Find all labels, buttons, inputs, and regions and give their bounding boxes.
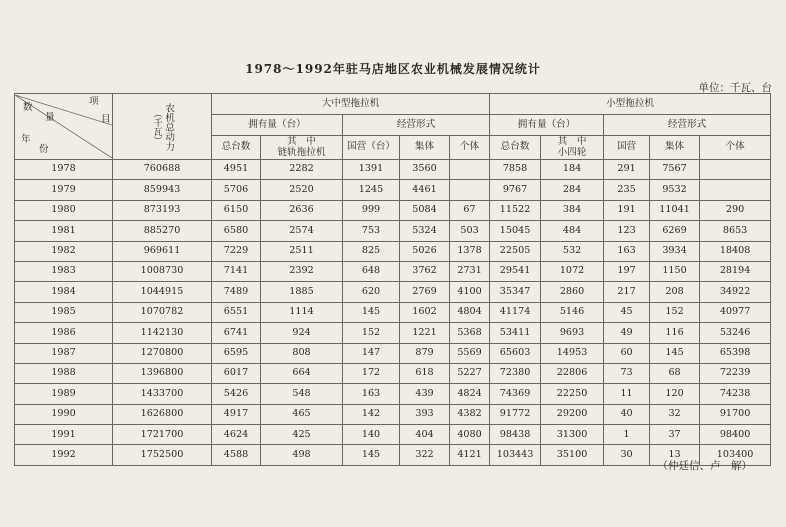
- table-cell: 2769: [400, 282, 450, 302]
- total-power-label: 农机总动力: [163, 102, 175, 151]
- table-cell: 120: [650, 384, 700, 404]
- unit-note: 单位：千瓦、台: [698, 82, 772, 94]
- author-credit: （仲廷信、卢 解）: [657, 460, 752, 472]
- table-cell: 999: [343, 200, 400, 220]
- table-cell: 4951: [212, 160, 261, 180]
- page-title: 1978～1992年驻马店地区农业机械发展情况统计: [245, 62, 541, 76]
- table-cell: 5706: [212, 180, 261, 200]
- table-row: [15, 323, 771, 343]
- corner-label-shu: 数: [23, 102, 33, 113]
- table-cell: 498: [261, 445, 343, 465]
- table-cell: 2574: [261, 221, 343, 241]
- table-row: [15, 241, 771, 261]
- table-cell: 859943: [113, 180, 212, 200]
- small-individual-header: 个体: [700, 136, 771, 160]
- table-cell: 6741: [212, 323, 261, 343]
- table-cell: 5146: [541, 302, 604, 322]
- table-cell: 145: [343, 302, 400, 322]
- table-cell: 291: [604, 160, 650, 180]
- table-row: [15, 261, 771, 281]
- four-wheel-header: [541, 136, 604, 160]
- table-row: [15, 384, 771, 404]
- table-cell: 98438: [490, 425, 541, 445]
- table-cell: 6551: [212, 302, 261, 322]
- table-cell: 197: [604, 261, 650, 281]
- table-cell: 152: [343, 323, 400, 343]
- table-cell: 5026: [400, 241, 450, 261]
- table-cell: 1114: [261, 302, 343, 322]
- table-cell: 1245: [343, 180, 400, 200]
- corner-label-nian: 年: [21, 134, 31, 145]
- table-cell: 322: [400, 445, 450, 465]
- small-collective-header: 集体: [650, 136, 700, 160]
- table-cell: 425: [261, 425, 343, 445]
- table-cell: 1070782: [113, 302, 212, 322]
- table-cell: 73: [604, 363, 650, 383]
- table-cell: 116: [650, 323, 700, 343]
- table-cell: 67: [450, 200, 490, 220]
- table-cell: 142: [343, 404, 400, 424]
- large-holdings-header: 拥有量（台）: [212, 115, 343, 136]
- year-cell: 1988: [15, 363, 113, 383]
- table-row: [15, 180, 771, 200]
- table-cell: 184: [541, 160, 604, 180]
- table-cell: 1150: [650, 261, 700, 281]
- table-cell: 72380: [490, 363, 541, 383]
- table-cell: 9693: [541, 323, 604, 343]
- table-cell: 1885: [261, 282, 343, 302]
- table-cell: 1142130: [113, 323, 212, 343]
- table-cell: 163: [343, 384, 400, 404]
- table-cell: 74238: [700, 384, 771, 404]
- table-cell: 1752500: [113, 445, 212, 465]
- table-cell: 1721700: [113, 425, 212, 445]
- table-cell: 753: [343, 221, 400, 241]
- table-row: [15, 200, 771, 220]
- year-cell: 1984: [15, 282, 113, 302]
- year-cell: 1992: [15, 445, 113, 465]
- year-cell: 1987: [15, 343, 113, 363]
- total-power-header: [113, 94, 212, 160]
- table-cell: 29200: [541, 404, 604, 424]
- table-cell: 2636: [261, 200, 343, 220]
- table-cell: 1270800: [113, 343, 212, 363]
- large-operation-header: 经营形式: [343, 115, 490, 136]
- year-cell: 1980: [15, 200, 113, 220]
- table-cell: 760688: [113, 160, 212, 180]
- table-cell: 465: [261, 404, 343, 424]
- table-cell: 1008730: [113, 261, 212, 281]
- table-cell: 7489: [212, 282, 261, 302]
- table-cell: 6269: [650, 221, 700, 241]
- year-cell: 1985: [15, 302, 113, 322]
- table-cell: 123: [604, 221, 650, 241]
- table-cell: 969611: [113, 241, 212, 261]
- table-cell: 53411: [490, 323, 541, 343]
- total-power-unit: （千瓦）: [151, 108, 162, 145]
- table-cell: 4588: [212, 445, 261, 465]
- table-cell: 145: [650, 343, 700, 363]
- crawler-header: [261, 136, 343, 160]
- table-cell: 103443: [490, 445, 541, 465]
- table-cell: 40: [604, 404, 650, 424]
- table-cell: 4624: [212, 425, 261, 445]
- table-cell: 3762: [400, 261, 450, 281]
- table-cell: 140: [343, 425, 400, 445]
- small-holdings-header: 拥有量（台）: [490, 115, 604, 136]
- small-state-owned-header: 国营: [604, 136, 650, 160]
- table-row: [15, 404, 771, 424]
- small-tractor-group-header: 小型拖拉机: [490, 94, 771, 115]
- table-cell: 35100: [541, 445, 604, 465]
- table-cell: 18408: [700, 241, 771, 261]
- table-cell: 98400: [700, 425, 771, 445]
- table-cell: 208: [650, 282, 700, 302]
- table-cell: 5084: [400, 200, 450, 220]
- table-cell: 15045: [490, 221, 541, 241]
- table-cell: 4804: [450, 302, 490, 322]
- small-total-units-header: 总台数: [490, 136, 541, 160]
- table-cell: 1626800: [113, 404, 212, 424]
- table-cell: 37: [650, 425, 700, 445]
- table-cell: 879: [400, 343, 450, 363]
- table-cell: 14953: [541, 343, 604, 363]
- table-cell: 5227: [450, 363, 490, 383]
- table-row: [15, 160, 771, 180]
- small-operation-header: 经营形式: [604, 115, 771, 136]
- table-row: [15, 363, 771, 383]
- table-cell: 284: [541, 180, 604, 200]
- table-cell: 4100: [450, 282, 490, 302]
- table-cell: 648: [343, 261, 400, 281]
- year-cell: 1981: [15, 221, 113, 241]
- table-cell: 4121: [450, 445, 490, 465]
- table-cell: 172: [343, 363, 400, 383]
- large-total-units-header: 总台数: [212, 136, 261, 160]
- table-cell: 7858: [490, 160, 541, 180]
- table-cell: 5368: [450, 323, 490, 343]
- table-cell: 22250: [541, 384, 604, 404]
- table-cell: 5324: [400, 221, 450, 241]
- corner-label-fen: 份: [39, 144, 49, 155]
- table-cell: 5569: [450, 343, 490, 363]
- table-cell: 384: [541, 200, 604, 220]
- table-row: [15, 282, 771, 302]
- year-cell: 1991: [15, 425, 113, 445]
- statistics-table: [14, 93, 771, 466]
- table-cell: 29541: [490, 261, 541, 281]
- table-cell: 6150: [212, 200, 261, 220]
- table-row: [15, 425, 771, 445]
- table-cell: 2282: [261, 160, 343, 180]
- table-cell: 68: [650, 363, 700, 383]
- year-cell: 1989: [15, 384, 113, 404]
- table-cell: 22505: [490, 241, 541, 261]
- table-cell: 620: [343, 282, 400, 302]
- table-cell: 825: [343, 241, 400, 261]
- table-cell: 290: [700, 200, 771, 220]
- table-cell: 6580: [212, 221, 261, 241]
- table-cell: 2392: [261, 261, 343, 281]
- table-cell: 74369: [490, 384, 541, 404]
- large-individual-header: 个体: [450, 136, 490, 160]
- table-cell: [450, 180, 490, 200]
- table-cell: 30: [604, 445, 650, 465]
- table-cell: 11041: [650, 200, 700, 220]
- table-cell: 808: [261, 343, 343, 363]
- table-cell: 91772: [490, 404, 541, 424]
- table-cell: 152: [650, 302, 700, 322]
- table-cell: 1378: [450, 241, 490, 261]
- year-cell: 1990: [15, 404, 113, 424]
- table-cell: [450, 160, 490, 180]
- table-cell: 235: [604, 180, 650, 200]
- year-cell: 1986: [15, 323, 113, 343]
- table-cell: 8653: [700, 221, 771, 241]
- table-cell: 532: [541, 241, 604, 261]
- table-cell: 1: [604, 425, 650, 445]
- table-cell: 4382: [450, 404, 490, 424]
- table-cell: 924: [261, 323, 343, 343]
- table-cell: 7141: [212, 261, 261, 281]
- table-cell: 4461: [400, 180, 450, 200]
- table-cell: 65398: [700, 343, 771, 363]
- table-cell: 1391: [343, 160, 400, 180]
- table-cell: 60: [604, 343, 650, 363]
- table-cell: 1396800: [113, 363, 212, 383]
- table-cell: 548: [261, 384, 343, 404]
- table-cell: [700, 180, 771, 200]
- table-cell: 28194: [700, 261, 771, 281]
- small-of-which-label: 其 中: [557, 135, 587, 147]
- table-cell: 103400: [700, 445, 771, 465]
- table-cell: 9532: [650, 180, 700, 200]
- corner-label-liang: 量: [45, 112, 55, 123]
- table-cell: 439: [400, 384, 450, 404]
- year-cell: 1983: [15, 261, 113, 281]
- table-cell: 49: [604, 323, 650, 343]
- table-cell: 45: [604, 302, 650, 322]
- table-cell: 53246: [700, 323, 771, 343]
- table-cell: 618: [400, 363, 450, 383]
- table-cell: 4080: [450, 425, 490, 445]
- table-cell: 11522: [490, 200, 541, 220]
- table-cell: 664: [261, 363, 343, 383]
- year-cell: 1982: [15, 241, 113, 261]
- table-cell: 41174: [490, 302, 541, 322]
- table-cell: 217: [604, 282, 650, 302]
- table-cell: 393: [400, 404, 450, 424]
- table-cell: [700, 160, 771, 180]
- table-cell: 1602: [400, 302, 450, 322]
- table-body: [15, 160, 771, 466]
- table-cell: 34922: [700, 282, 771, 302]
- table-cell: 31300: [541, 425, 604, 445]
- corner-label-mu: 目: [101, 114, 111, 125]
- table-cell: 13: [650, 445, 700, 465]
- table-cell: 4917: [212, 404, 261, 424]
- year-cell: 1979: [15, 180, 113, 200]
- table-cell: 7229: [212, 241, 261, 261]
- table-cell: 3934: [650, 241, 700, 261]
- table-cell: 40977: [700, 302, 771, 322]
- table-cell: 1072: [541, 261, 604, 281]
- table-cell: 11: [604, 384, 650, 404]
- table-cell: 2731: [450, 261, 490, 281]
- table-cell: 6017: [212, 363, 261, 383]
- table-cell: 2511: [261, 241, 343, 261]
- table-cell: 65603: [490, 343, 541, 363]
- large-state-owned-header: 国营（台）: [343, 136, 400, 160]
- large-tractor-group-header: 大中型拖拉机: [212, 94, 490, 115]
- large-collective-header: 集体: [400, 136, 450, 160]
- year-cell: 1978: [15, 160, 113, 180]
- table-cell: 7567: [650, 160, 700, 180]
- table-cell: 72239: [700, 363, 771, 383]
- table-cell: 22806: [541, 363, 604, 383]
- table-row: [15, 343, 771, 363]
- table-cell: 484: [541, 221, 604, 241]
- table-cell: 4824: [450, 384, 490, 404]
- table-cell: 2860: [541, 282, 604, 302]
- table-cell: 3560: [400, 160, 450, 180]
- table-cell: 147: [343, 343, 400, 363]
- crawler-label: 链轨拖拉机: [277, 146, 326, 158]
- table-cell: 32: [650, 404, 700, 424]
- of-which-label: 其 中: [287, 135, 316, 147]
- table-cell: 404: [400, 425, 450, 445]
- corner-label-xiang: 项: [89, 96, 99, 107]
- table-cell: 145: [343, 445, 400, 465]
- table-cell: 9767: [490, 180, 541, 200]
- table-cell: 503: [450, 221, 490, 241]
- table-cell: 873193: [113, 200, 212, 220]
- table-row: [15, 221, 771, 241]
- corner-header-cell: [15, 94, 113, 160]
- table-cell: 1433700: [113, 384, 212, 404]
- table-cell: 1044915: [113, 282, 212, 302]
- table-cell: 163: [604, 241, 650, 261]
- table-cell: 91700: [700, 404, 771, 424]
- table-cell: 5426: [212, 384, 261, 404]
- table-cell: 885270: [113, 221, 212, 241]
- four-wheel-label: 小四轮: [557, 146, 587, 158]
- table-cell: 6595: [212, 343, 261, 363]
- table-cell: 191: [604, 200, 650, 220]
- table-cell: 35347: [490, 282, 541, 302]
- table-row: [15, 302, 771, 322]
- table-cell: 2520: [261, 180, 343, 200]
- table-cell: 1221: [400, 323, 450, 343]
